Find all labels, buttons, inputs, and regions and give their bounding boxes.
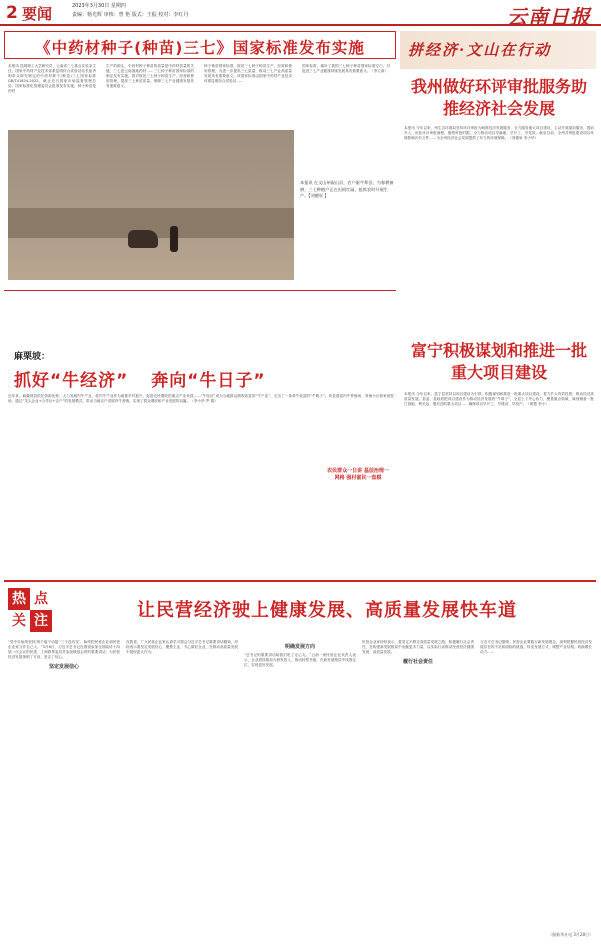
top-article-col-3: 种子种苗国家标准，规范三七种子种苗生产、经营和使用管理，为进一步提高三七质量，推动三七产业高质量发展具有重要意义。该国家标准由国家中药材产业技术体系昆明综合试验站…… (204, 64, 292, 83)
headline-middle: 抓好“牛经济” 奔向“牛日子” (14, 371, 266, 391)
hot-focus-char: 热 (8, 588, 30, 610)
bottom-article-col-1 (8, 640, 120, 924)
source-note: （据新华社电 3月28日） (548, 932, 593, 937)
top-article-body (8, 64, 392, 126)
photo-caption: 本报讯 在文山州砚山县，农户驱牛犁田，为春耕备耕。三七种植户正在田间忙碌，抢抓农时开展生产。【刘德泉 】 (300, 180, 394, 198)
headline-right-middle: 富宁积极谋划和推进一批重大项目建设 (410, 341, 587, 382)
bottom-article-col-3 (244, 640, 356, 924)
headline-right-top: 我州做好环评审批服务助推经济社会发展 (410, 77, 587, 118)
headline-box (4, 31, 396, 59)
hot-focus-char: 注 (30, 610, 52, 632)
farming-photo (8, 130, 294, 280)
middle-article-body: 近年来，麻栗坡县依托资源优势，大力发展肉牛产业，将肉牛产业作为助推乡村振兴、促进农民增收的重点产业来抓……“牛经济”成为当地群众增收致富的“牛产业”，走出了一条养牛致富的“牛路子”。该县建成肉牛养殖场、养殖小区和家庭牧场，通过“龙头企业+合作社+农户”的发展模式，带动当地农户发展肉牛养殖，实现了群众增收和产业发展的双赢。（李小华 罗 娟） (8, 394, 394, 403)
column-banner-text: 拼经济·文山在行动 (408, 41, 552, 59)
bottom-article-body (8, 640, 594, 924)
headline-bottom: 让民营经济驶上健康发展、高质量发展快车道 (137, 600, 517, 621)
divider (4, 580, 596, 582)
page-number: 2 (6, 3, 18, 23)
subhead: 坚定发展信心 (48, 664, 79, 670)
headline-top-article: 《中药材种子(种苗)三七》国家标准发布实施 (35, 39, 365, 57)
subhead: 明确发展方向 (284, 644, 315, 650)
top-article-col-4: 国家标准，填补了我国三七种子种苗国家标准空白，对促进三七产业健康持续发展具有重要意义。（李立新） (302, 64, 390, 73)
hot-focus-char: 关 (12, 613, 26, 629)
bottom-article-col-4-text: 民营企业家纷纷表示，要坚定不移走高质量发展之路，积极履行社会责任，在构建新发展格局中贡献更多力量，以实际行动推动民营经济健康发展、高质量发展。 (362, 640, 474, 654)
right-top-body: 本报讯 今年以来，州生态环境局坚持环评审批为助推经济发展服务，全力服务重大项目建设，主动开展靠前服务，提前介入，优化环评审批流程，缩短审批时限，全力推动项目早落地、早开工、早见效。截至目前，全州共审批建设项目环境影响评价文件……为全州经济社会发展提供了有力的环境保障。（刘德泉 李小华） (404, 126, 594, 140)
farmer-figure (170, 226, 178, 252)
top-article-col-1: 本报讯 昆明理工大学研究员、云南省三七重点实验室主任，国家中药材产业技术体系昆明综合试验站站长崔秀明牵头研究制定的中药材种子(种苗)三七国家标准GB/T41824-2022，截止近日国家市场监督管理总局、国家标准化管理委员会批准发布实施。种子种苗是药材 (8, 64, 96, 93)
bottom-article-col-4 (362, 640, 474, 924)
kicker-middle: 麻栗坡： (14, 352, 51, 362)
bottom-article-col-2: 在我省，广大民营企业家认真学习领会习近平总书记重要讲话精神，纷纷表示要坚定发展信心，聚焦主业，专心做好企业，在推动高质量发展中展现更大作为。 (126, 640, 238, 654)
subhead: 履行社会责任 (402, 659, 433, 665)
issue-date: 2023年3月30日 星期四 (72, 3, 126, 9)
ox-figure (128, 230, 158, 248)
section-name: 要闻 (22, 5, 53, 23)
editor-credits: 责编：杨光辉 审核：曾 艳 版式：王振 校对：李红丹 (72, 12, 189, 18)
column-banner (400, 31, 596, 69)
hot-focus-label (8, 588, 52, 632)
divider (4, 290, 396, 291)
bottom-article-col-3-text: “总书记的重要讲话给我们吃了定心丸。”云南一家民营企业负责人表示，企业将持续加大研发投入，推动转型升级，在新发展格局中找准定位，实现更好发展。 (244, 653, 356, 667)
masthead-meta (72, 2, 188, 20)
right-middle-body: 本报讯 今年以来，富宁县坚持以项目建设为引领，积极谋划和推进一批重大项目建设，着力扩大有效投资，推动经济高质量发展。县委、县政府把项目建设作为推动经济发展的“牛鼻子”，全县上下齐心协力，聚焦重点领域，谋划储备一批打基础、利长远、增后劲的重大项目……确保项目早开工、早建设、早投产。（黄慧 李小） (404, 392, 594, 406)
pull-quote: 农民群众一日讲 基层治理一网格 强村富民一盘棋 (327, 468, 389, 481)
masthead (0, 0, 601, 29)
bottom-article-col-5: 习近平总书记强调，民营企业要践行新发展理念，深刻把握民营经济发展存在的不足和面临的挑战，转变发展方式，调整产业结构，转换增长动力…… (480, 640, 592, 654)
top-article-col-2: 生产的源头，中药材种子种苗的质量是中药材质量的关键，三七是云南道地药材……三七种子种苗国家标准的制定发布实施，将对规范三七种子种苗生产、经营和使用管理，提高三七种苗质量，保障三七产业健康发展具有重要意义。 (106, 64, 194, 88)
hot-focus-char: 点 (34, 591, 48, 607)
newspaper-logo: 云南日报 (507, 5, 591, 29)
bottom-article-col-1-text: “党中央始终坚持‘两个毫不动摇’‘三个没有变’，始终把民营企业和民营企业家当作自己人。”3月6日，习近平总书记在看望参加全国政协十四届一次会议的民建、工商联界委员并参加联组会时的重要讲话，为民营经济发展指明了方向，坚定了信心。 (8, 640, 120, 659)
